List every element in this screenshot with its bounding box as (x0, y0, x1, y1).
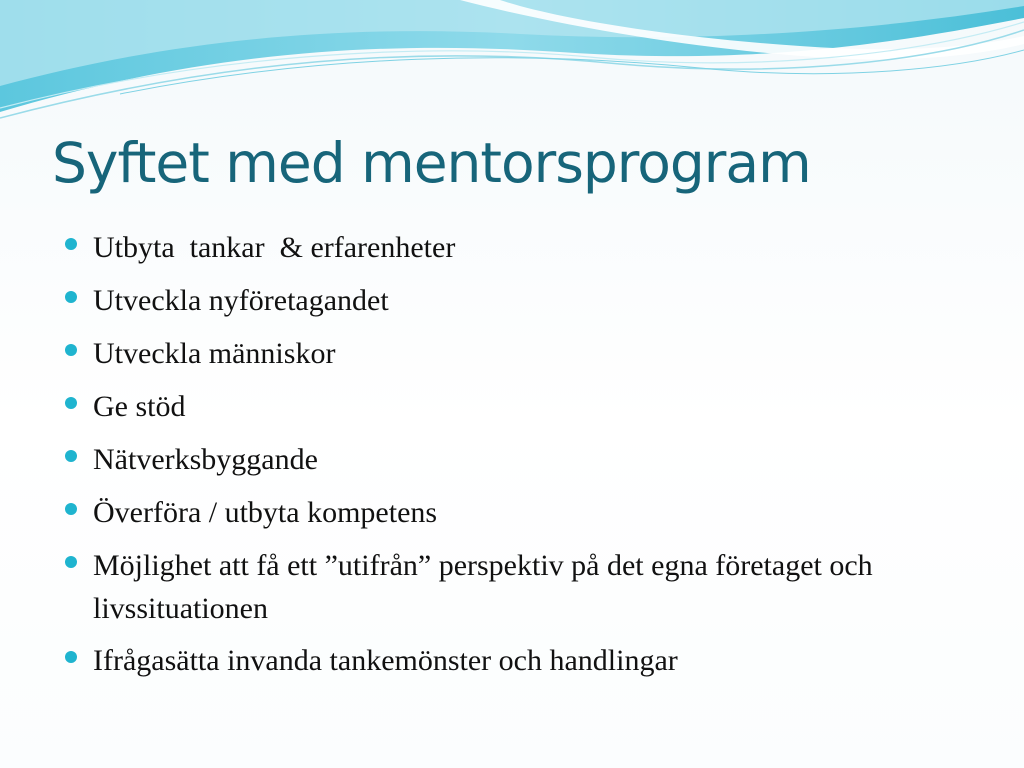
slide-title: Syftet med mentorsprogram (52, 131, 811, 195)
bullet-text: Möjlighet att få ett ”utifrån” perspektiv på det egna företaget och livssituationen (93, 549, 881, 625)
bullet-dot-icon (65, 291, 77, 303)
bullet-dot-icon (65, 503, 77, 515)
bullet-text: Utbyta tankar & erfarenheter (93, 231, 456, 264)
bullet-item (64, 438, 964, 481)
bullet-dot-icon (65, 238, 77, 250)
bullet-list (64, 226, 964, 692)
bullet-item (64, 385, 964, 428)
bullet-text: Ge stöd (93, 390, 186, 423)
bullet-dot-icon (65, 397, 77, 409)
bullet-text: Nätverksbyggande (93, 443, 318, 476)
bullet-dot-icon (65, 344, 77, 356)
wave-header-decoration (0, 0, 1024, 130)
bullet-dot-icon (65, 556, 77, 568)
bullet-text: Utveckla nyföretagandet (93, 284, 389, 317)
bullet-item (64, 544, 964, 630)
bullet-text: Ifrågasätta invanda tankemönster och handlingar (93, 644, 678, 677)
bullet-dot-icon (65, 450, 77, 462)
bullet-text: Överföra / utbyta kompetens (93, 496, 438, 529)
bullet-item (64, 226, 964, 269)
bullet-dot-icon (65, 651, 77, 663)
bullet-text: Utveckla människor (93, 337, 336, 370)
bullet-item (64, 279, 964, 322)
bullet-item (64, 332, 964, 375)
bullet-item (64, 491, 964, 534)
bullet-item (64, 639, 964, 682)
